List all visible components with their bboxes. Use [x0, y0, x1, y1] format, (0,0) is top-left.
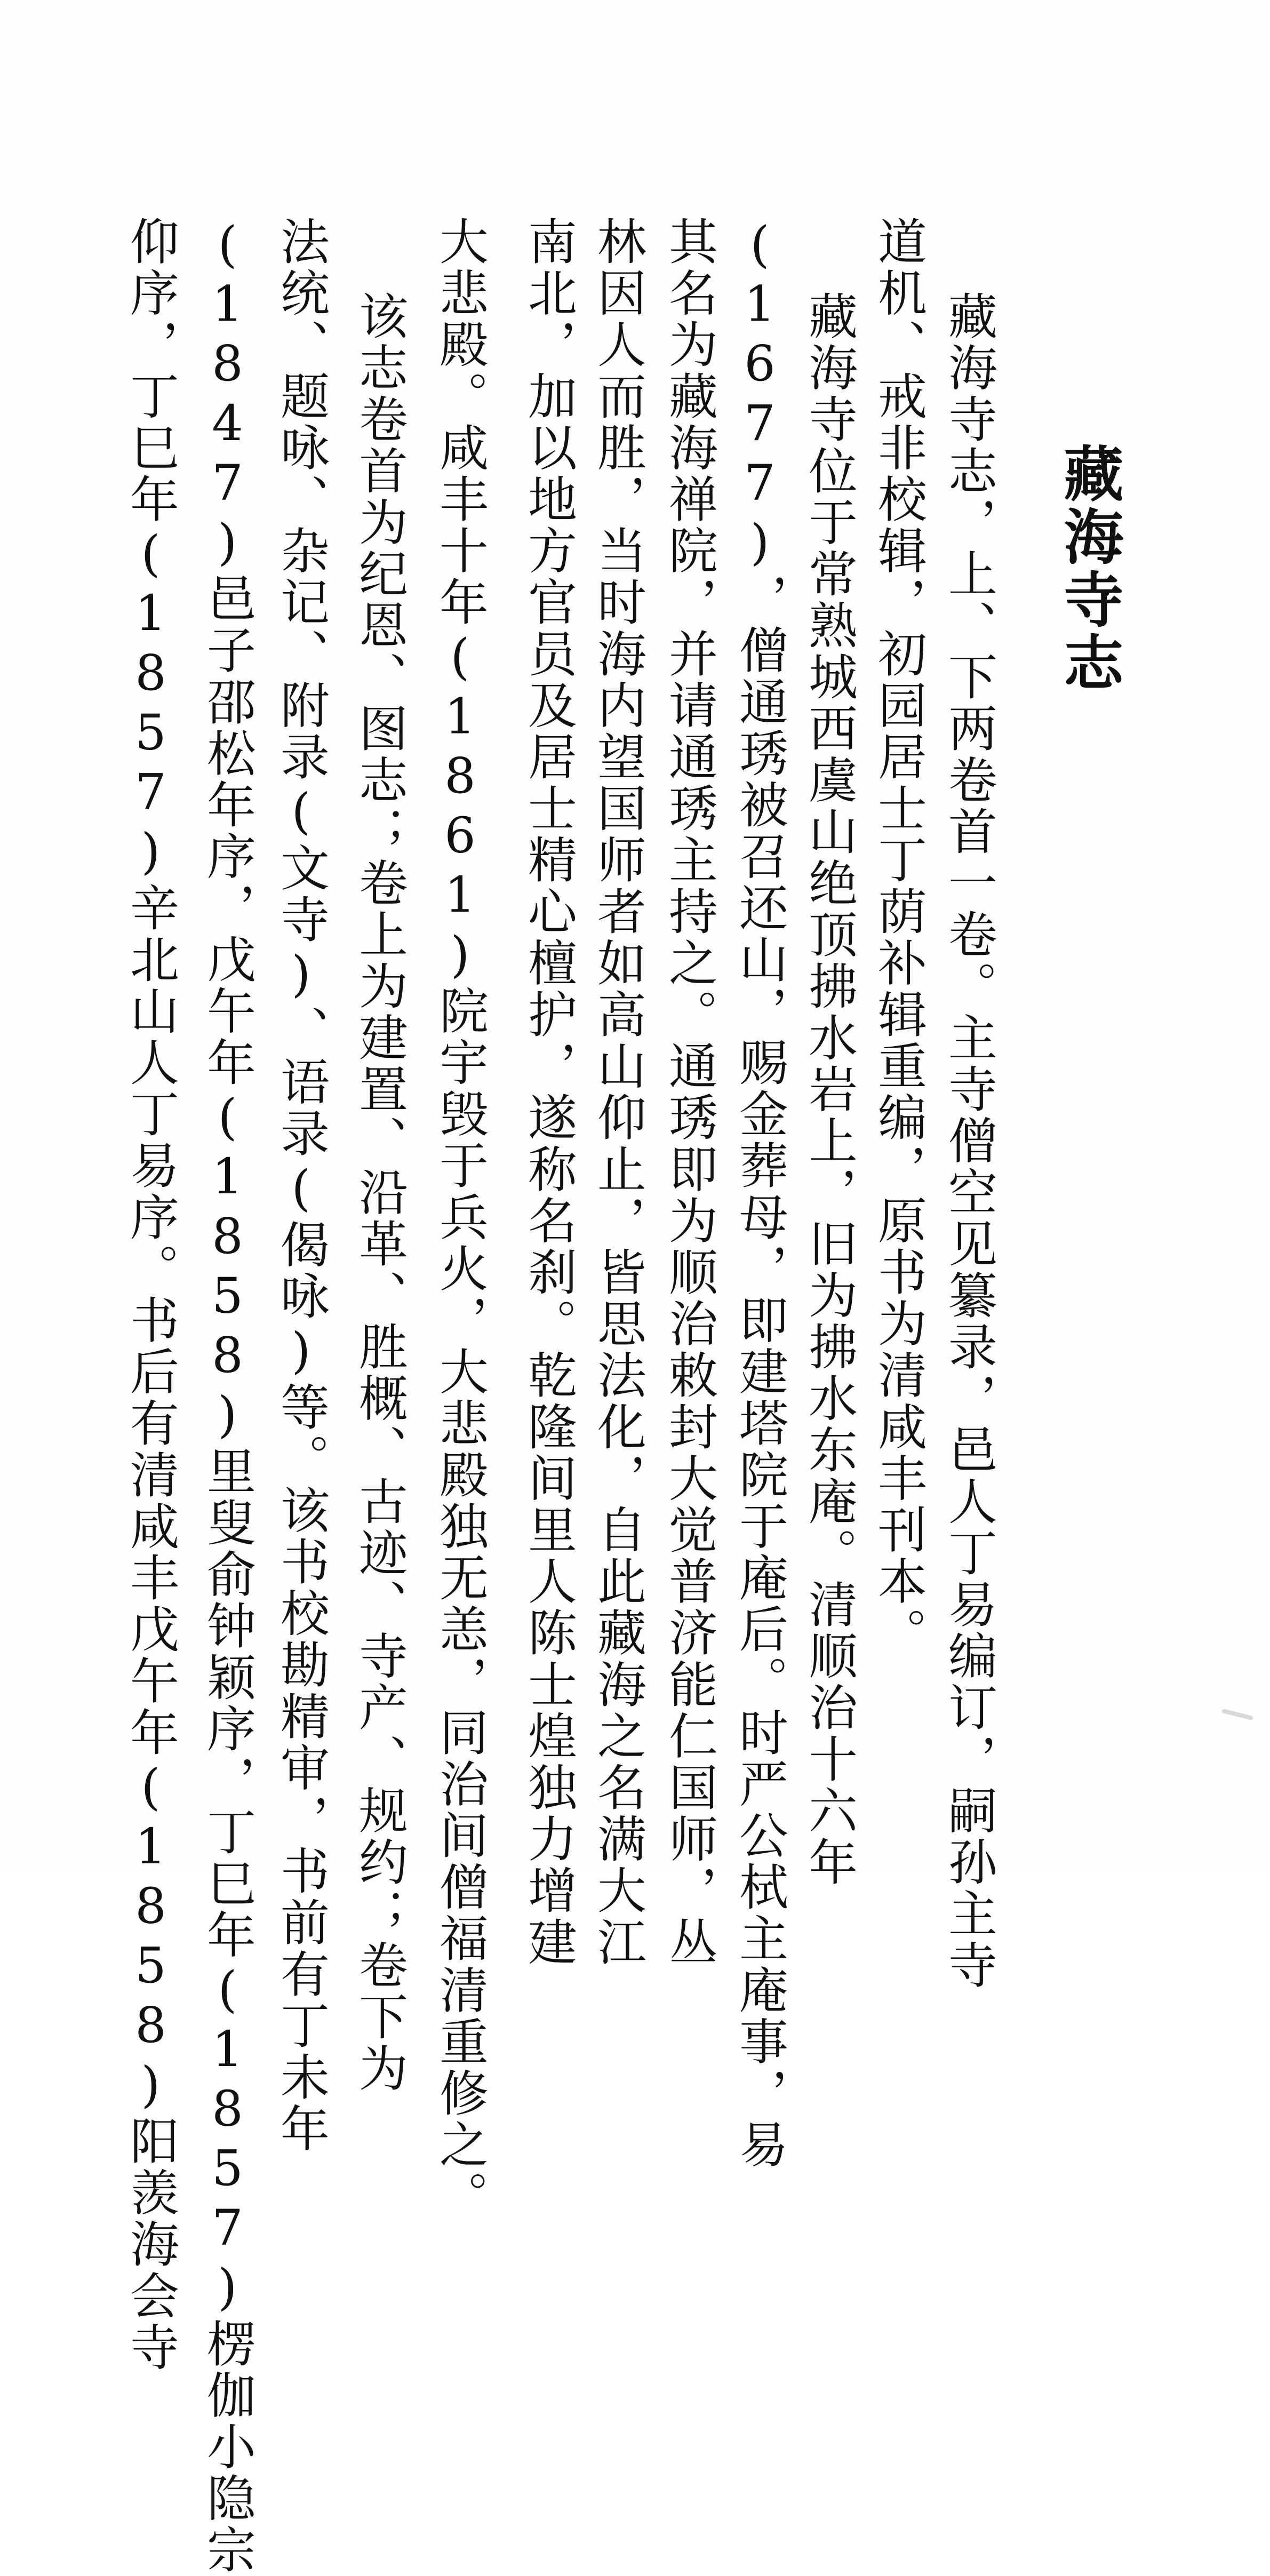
page-title: 藏海寺志 [1054, 443, 1123, 695]
text-column-5: 其名为藏海禅院，并请通琇主持之。通琇即为顺治敕封大觉普济能仁国师，丛 [661, 216, 718, 1968]
text-column-7: 南北，加以地方官员及居士精心檀护，遂称名刹。乾隆间里人陈士煌独力增建 [520, 216, 577, 1968]
text-column-6: 林因人而胜，当时海内望国师者如高山仰止，皆思法化，自此藏海之名满大江 [589, 216, 646, 1968]
text-column-3: 藏海寺位于常熟城西虞山绝顶拂水岩上，旧为拂水东庵。清顺治十六年 [801, 291, 858, 1888]
text-column-4: (1677)，僧通琇被召还山，赐金葬母，即建塔院于庵后。时严公栻主庵事，易 [731, 216, 788, 2171]
text-column-2: 道机、戒非校辑，初园居士丁荫补辑重编，原书为清咸丰刊本。 [870, 216, 927, 1659]
text-column-8: 大悲殿。咸丰十年(1861)院宇毁于兵火，大悲殿独无恙，同治间僧福清重修之。 [432, 216, 489, 2222]
text-column-10: 法统、题咏、杂记、附录(文寺)、语录(偈咏)等。该书校勘精审，书前有丁未年 [273, 216, 330, 2155]
text-column-11: (1847)邑子邵松年序，戊午年(1858)里叟俞钟颖序，丁巳年(1857)楞伽小隐宗 [199, 216, 256, 2576]
text-column-12: 仰序，丁巳年(1857)辛北山人丁易序。书后有清咸丰戊午年(1858)阳羡海会寺 [122, 216, 179, 2373]
text-column-1: 藏海寺志，上、下两卷首一卷。主寺僧空见纂录，邑人丁易编订，嗣孙主寺 [940, 291, 997, 1991]
scan-smudge [1221, 1709, 1253, 1720]
text-column-9: 该志卷首为纪恩、图志；卷上为建置、沿革、胜概、古迹、寺产、规约；卷下为 [351, 291, 408, 2094]
